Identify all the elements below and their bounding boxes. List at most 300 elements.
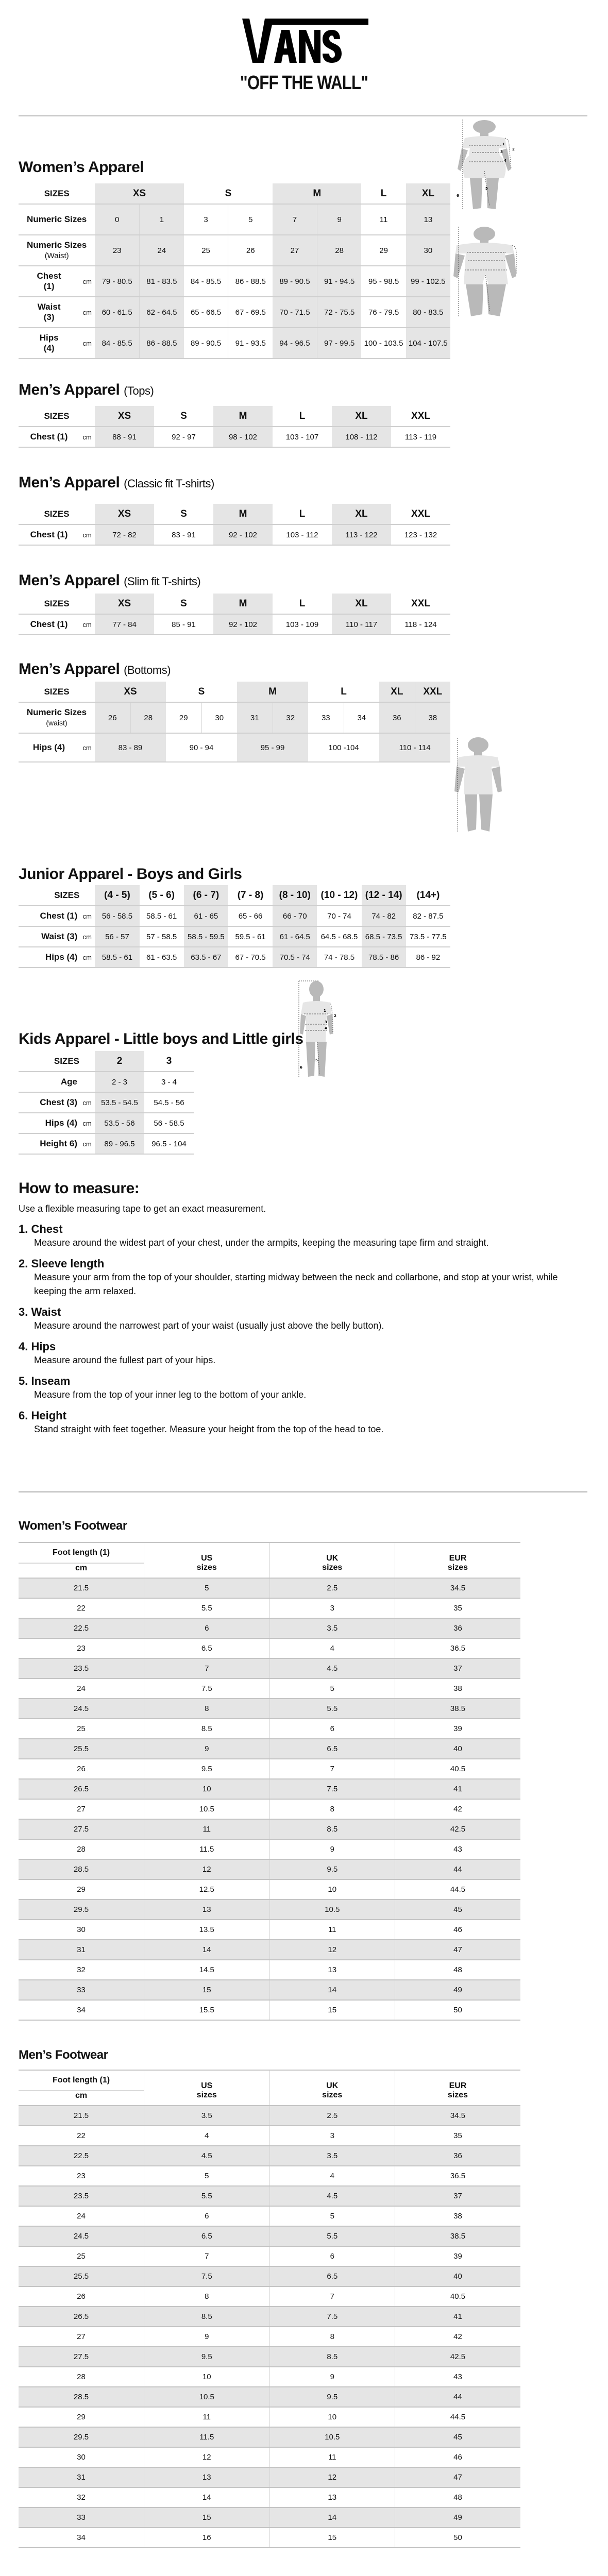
cell: 26.5: [19, 2307, 144, 2327]
size-header: XL: [332, 594, 391, 614]
cell: 61 - 65: [184, 906, 228, 926]
how-to-measure-title: How to measure:: [19, 1180, 140, 1197]
measure-item-text: Measure around the fullest part of your hips.: [34, 1355, 216, 1365]
size-header: S: [154, 504, 213, 524]
col-header-us: US: [144, 1543, 270, 1563]
cell: 13: [144, 1900, 270, 1920]
cell: 104 - 107.5: [406, 328, 450, 359]
cell: 74 - 82: [362, 906, 406, 926]
table-row: [19, 2367, 520, 2387]
row-label: Chest (1): [19, 614, 79, 635]
cell: 22: [19, 2126, 144, 2146]
size-header: (7 - 8): [228, 885, 273, 906]
cell: 70 - 71.5: [273, 297, 317, 328]
mens-slim-table: [19, 594, 450, 635]
measure-item: [19, 1306, 575, 1333]
cell: 61 - 64.5: [273, 926, 317, 947]
table-row: [19, 1900, 520, 1920]
figure-label: 4: [325, 1026, 327, 1030]
table-row: [19, 2106, 520, 2126]
cell: 40.5: [395, 2286, 521, 2307]
cell: 15: [269, 2000, 395, 2020]
mens-classic-table: [19, 504, 450, 546]
cell: 13: [269, 2487, 395, 2507]
cell: 56 - 57: [95, 926, 139, 947]
table-row: [19, 1799, 520, 1819]
table-row: [19, 2286, 520, 2307]
cell: 113 - 122: [332, 524, 391, 545]
cell: 8: [144, 2286, 270, 2307]
cell: 7: [273, 204, 317, 235]
female-body-figure: [453, 120, 541, 212]
cell: 70.5 - 74: [273, 947, 317, 968]
size-header: L: [273, 504, 332, 524]
mens-tops-table: [19, 406, 450, 448]
mens-bottoms-title: [19, 660, 171, 678]
cell: 9: [269, 2367, 395, 2387]
cell: 10.5: [269, 1900, 395, 1920]
table-row: [19, 1779, 520, 1799]
kids-body-figure: [298, 980, 370, 1079]
row-label-text: Hips: [39, 333, 59, 343]
size-header: XXL: [391, 594, 450, 614]
row-label: Hips (4): [19, 733, 79, 762]
junior-apparel-table: [19, 885, 450, 968]
cell: 36: [379, 702, 415, 733]
cell: 23.5: [19, 2186, 144, 2206]
cell: 29: [166, 702, 201, 733]
measure-item-text: Measure from the top of your inner leg to the bottom of your ankle.: [34, 1389, 307, 1400]
cell: 92 - 97: [154, 427, 213, 447]
cell: 35: [395, 2126, 521, 2146]
cell: 36: [395, 2146, 521, 2166]
cell: 7: [144, 2246, 270, 2266]
cell: 7.5: [269, 1779, 395, 1799]
cell: 54.5 - 56: [144, 1092, 194, 1113]
cell: 5.5: [269, 1699, 395, 1719]
measure-item-title: 1. Chest: [19, 1223, 63, 1235]
cell: 33: [19, 2507, 144, 2528]
how-to-measure: [19, 1180, 575, 1444]
cell: 97 - 99.5: [317, 328, 361, 359]
size-header: XS: [95, 183, 183, 204]
title-text: Men’s Apparel: [19, 381, 120, 398]
size-header: S: [184, 183, 273, 204]
col-header-eur: EUR: [395, 2070, 521, 2091]
table-row: [19, 2467, 520, 2487]
measure-item: [19, 1375, 575, 1402]
cell: 14: [144, 2487, 270, 2507]
cell: 4.5: [144, 2146, 270, 2166]
divider: [19, 1491, 587, 1493]
kids-apparel-title: Kids Apparel - Little boys and Little girls: [19, 1030, 303, 1047]
cell: 50: [395, 2528, 521, 2548]
cell: 7: [144, 1658, 270, 1679]
cell: 27: [19, 2327, 144, 2347]
cell: 3.5: [269, 1618, 395, 1638]
cell: 43: [395, 2367, 521, 2387]
table-row: [19, 1839, 520, 1859]
measure-item: [19, 1409, 575, 1436]
cell: 12: [269, 1940, 395, 1960]
table-row: [19, 1719, 520, 1739]
cell: 67 - 70.5: [228, 947, 273, 968]
cell: 98 - 102: [213, 427, 273, 447]
cell: 13: [144, 2467, 270, 2487]
cell: 16: [144, 2528, 270, 2548]
cell: 86 - 88.5: [140, 328, 184, 359]
cell: 113 - 119: [391, 427, 450, 447]
table-row: [19, 2206, 520, 2226]
cell: 22.5: [19, 1618, 144, 1638]
size-header: M: [213, 406, 273, 427]
row-label: Chest (3): [19, 1092, 79, 1113]
cell: 32: [19, 2487, 144, 2507]
cell: 5: [228, 204, 273, 235]
table-row: [19, 2487, 520, 2507]
table-row: [19, 1819, 520, 1839]
figure-label: 2: [334, 1014, 336, 1018]
cell: 30: [201, 702, 237, 733]
cell: 28.5: [19, 1859, 144, 1879]
title-sub: (Slim fit T-shirts): [124, 575, 201, 588]
cell: 23: [19, 2166, 144, 2186]
col-header-sizes: sizes: [395, 2091, 521, 2106]
size-header: XL: [406, 183, 450, 204]
unit: cm: [79, 926, 95, 947]
size-header: L: [273, 594, 332, 614]
kids-row: [19, 1133, 194, 1154]
table-row: [19, 1699, 520, 1719]
cell: 28: [317, 235, 361, 266]
cell: 38.5: [395, 1699, 521, 1719]
figure-label: 5: [485, 187, 488, 191]
unit: cm: [79, 947, 95, 968]
divider: [19, 115, 587, 116]
cell: 27: [273, 235, 317, 266]
cell: 8.5: [269, 1819, 395, 1839]
size-header: XS: [95, 594, 154, 614]
cell: 110 - 114: [379, 733, 450, 762]
cell: 26: [19, 1759, 144, 1779]
cell: 43: [395, 1839, 521, 1859]
cell: 21.5: [19, 2106, 144, 2126]
table-row: [19, 1859, 520, 1879]
cell: 9.5: [144, 1759, 270, 1779]
table-row: [19, 1618, 520, 1638]
cell: 25.5: [19, 1739, 144, 1759]
junior-apparel-title: Junior Apparel - Boys and Girls: [19, 866, 242, 883]
cell: 42: [395, 1799, 521, 1819]
cell: 25: [19, 2246, 144, 2266]
cell: 29: [361, 235, 406, 266]
col-header-eur: EUR: [395, 1543, 521, 1563]
row-label: [19, 266, 79, 297]
cell: 5: [144, 1578, 270, 1598]
figure-label: 2: [512, 147, 515, 151]
row-label: Chest (1): [19, 524, 79, 545]
cell: 96.5 - 104: [144, 1133, 194, 1154]
cell: 86 - 92: [406, 947, 450, 968]
cell: 28: [19, 2367, 144, 2387]
cell: 63.5 - 67: [184, 947, 228, 968]
unit: cm: [79, 1133, 95, 1154]
size-header: 3: [144, 1051, 194, 1072]
measure-item-title: 2. Sleeve length: [19, 1257, 105, 1270]
cell: 9: [144, 1739, 270, 1759]
cell: 6.5: [269, 1739, 395, 1759]
cell: 5: [269, 1679, 395, 1699]
cell: 6: [269, 1719, 395, 1739]
unit: cm: [79, 427, 95, 447]
size-header: L: [361, 183, 406, 204]
unit: cm: [79, 524, 95, 545]
cell: 30: [406, 235, 450, 266]
figure-label: 5: [315, 1058, 318, 1062]
size-header: (12 - 14): [362, 885, 406, 906]
cell: 38: [395, 1679, 521, 1699]
cell: 37: [395, 1658, 521, 1679]
how-to-measure-intro: Use a flexible measuring tape to get an exact measurement.: [19, 1204, 266, 1214]
unit: [79, 1072, 95, 1092]
cell: 12: [144, 2447, 270, 2467]
womens-row: [19, 328, 450, 359]
cell: 38: [415, 702, 450, 733]
cell: 9.5: [269, 2387, 395, 2407]
row-label: [19, 297, 79, 328]
measure-item: [19, 1257, 575, 1298]
cell: 123 - 132: [391, 524, 450, 545]
size-header: L: [308, 682, 379, 702]
cell: 88 - 91: [95, 427, 154, 447]
cell: 72 - 75.5: [317, 297, 361, 328]
cell: 39: [395, 2246, 521, 2266]
cell: 22.5: [19, 2146, 144, 2166]
size-header: (4 - 5): [95, 885, 139, 906]
cell: 36.5: [395, 2166, 521, 2186]
cell: 24: [19, 2206, 144, 2226]
cell: 89 - 90.5: [184, 328, 228, 359]
cell: 30: [19, 1920, 144, 1940]
table-row: [19, 2427, 520, 2447]
size-header: M: [273, 183, 361, 204]
cell: 14: [269, 2507, 395, 2528]
size-header: 2: [95, 1051, 144, 1072]
cell: 28.5: [19, 2387, 144, 2407]
cell: 13: [406, 204, 450, 235]
cell: 15: [269, 2528, 395, 2548]
col-header-us: US: [144, 2070, 270, 2091]
cell: 21.5: [19, 1578, 144, 1598]
cell: 70 - 74: [317, 906, 361, 926]
mens-classic-title: [19, 474, 214, 492]
cell: 74 - 78.5: [317, 947, 361, 968]
cell: 62 - 64.5: [140, 297, 184, 328]
table-row: [19, 1940, 520, 1960]
cell: 45: [395, 1900, 521, 1920]
figure-label: 1: [324, 1009, 326, 1013]
womens-footwear-title: Women’s Footwear: [19, 1519, 127, 1533]
cell: 48: [395, 2487, 521, 2507]
row-label: Chest (1): [19, 906, 79, 926]
cell: 10.5: [269, 2427, 395, 2447]
cell: 41: [395, 1779, 521, 1799]
cell: 36: [395, 1618, 521, 1638]
table-row: [19, 2146, 520, 2166]
cell: 53.5 - 56: [95, 1113, 144, 1133]
cell: 24.5: [19, 1699, 144, 1719]
table-row: [19, 2347, 520, 2367]
cell: 11.5: [144, 1839, 270, 1859]
table-row: [19, 1638, 520, 1658]
size-header: (8 - 10): [273, 885, 317, 906]
sizes-label: SIZES: [19, 183, 95, 204]
cell: 66 - 70: [273, 906, 317, 926]
figure-label: 1: [502, 142, 505, 146]
cell: 11: [144, 2407, 270, 2427]
cell: 110 - 117: [332, 614, 391, 635]
cell: 56 - 58.5: [144, 1113, 194, 1133]
cell: 45: [395, 2427, 521, 2447]
row-label: [19, 235, 95, 266]
cell: 15: [144, 2507, 270, 2528]
sizes-label: SIZES: [19, 594, 95, 614]
cell: 26: [95, 702, 130, 733]
cell: 38: [395, 2206, 521, 2226]
cell: 44: [395, 2387, 521, 2407]
figure-label: 4: [504, 159, 506, 163]
cell: 95 - 98.5: [361, 266, 406, 297]
row-label-num: (3): [43, 312, 55, 322]
size-header: M: [213, 504, 273, 524]
sizes-label: SIZES: [19, 1051, 95, 1072]
cell: 10: [144, 1779, 270, 1799]
womens-footwear-table: [19, 1542, 520, 2021]
cell: 82 - 87.5: [406, 906, 450, 926]
size-header: XL: [379, 682, 415, 702]
cell: 6.5: [144, 1638, 270, 1658]
cell: 92 - 102: [213, 524, 273, 545]
cell: 5.5: [144, 1598, 270, 1618]
cell: 29: [19, 2407, 144, 2427]
cell: 7.5: [144, 1679, 270, 1699]
cell: 14: [144, 1940, 270, 1960]
table-row: [19, 2528, 520, 2548]
title-text: Men’s Apparel: [19, 474, 120, 491]
cell: 11: [269, 2447, 395, 2467]
title-text: Men’s Apparel: [19, 660, 120, 677]
cell: 53.5 - 54.5: [95, 1092, 144, 1113]
sizes-label: SIZES: [19, 682, 95, 702]
measure-item: [19, 1223, 575, 1250]
cell: 8: [269, 1799, 395, 1819]
cell: 83 - 89: [95, 733, 166, 762]
cell: 81 - 83.5: [140, 266, 184, 297]
size-header: (5 - 6): [140, 885, 184, 906]
unit: cm: [79, 906, 95, 926]
cell: 10: [144, 2367, 270, 2387]
cell: 1: [140, 204, 184, 235]
womens-apparel-table: [19, 183, 450, 359]
cell: 8.5: [144, 2307, 270, 2327]
table-row: [19, 2307, 520, 2327]
cell: 118 - 124: [391, 614, 450, 635]
cell: 46: [395, 1920, 521, 1940]
cell: 44: [395, 1859, 521, 1879]
cell: 50: [395, 2000, 521, 2020]
mens-tops-title: [19, 381, 154, 399]
cell: 44.5: [395, 2407, 521, 2427]
row-label-text: Numeric Sizes: [27, 240, 87, 250]
size-header: (6 - 7): [184, 885, 228, 906]
row-label-text: Numeric Sizes: [26, 707, 87, 717]
col-header-uk: UK: [269, 1543, 395, 1563]
cell: 73.5 - 77.5: [406, 926, 450, 947]
cell: 7: [269, 1759, 395, 1779]
cell: 83 - 91: [154, 524, 213, 545]
cell: 58.5 - 61: [140, 906, 184, 926]
size-header: M: [213, 594, 273, 614]
cell: 13: [269, 1960, 395, 1980]
cell: 6.5: [269, 2266, 395, 2286]
cell: 64.5 - 68.5: [317, 926, 361, 947]
cell: 91 - 94.5: [317, 266, 361, 297]
cell: 4: [269, 2166, 395, 2186]
cell: 6: [144, 1618, 270, 1638]
cell: 57 - 58.5: [140, 926, 184, 947]
row-label-num: (4): [43, 343, 55, 353]
measure-item-text: Measure your arm from the top of your shoulder, starting midway between the neck and collarbone, and stop at your wrist, while keeping the arm relaxed.: [34, 1272, 558, 1296]
cell: 8.5: [269, 2347, 395, 2367]
title-sub: (Tops): [124, 384, 154, 397]
cell: 2.5: [269, 1578, 395, 1598]
cell: 3.5: [269, 2146, 395, 2166]
table-row: [19, 2387, 520, 2407]
cell: 4.5: [269, 2186, 395, 2206]
cell: 95 - 99: [237, 733, 308, 762]
cell: 27.5: [19, 2347, 144, 2367]
figure-label: 6: [457, 194, 459, 198]
cell: 90 - 94: [166, 733, 237, 762]
col-header-sizes: sizes: [144, 1563, 270, 1578]
vans-logo: [242, 19, 368, 63]
cell: 25: [184, 235, 228, 266]
cell: 103 - 109: [273, 614, 332, 635]
cell: 3: [269, 1598, 395, 1618]
cell: 40.5: [395, 1759, 521, 1779]
cell: 34: [344, 702, 379, 733]
cell: 7.5: [269, 2307, 395, 2327]
cell: 23.5: [19, 1658, 144, 1679]
male-body-figure: [452, 227, 540, 319]
cell: 8: [269, 2327, 395, 2347]
cell: 27: [19, 1799, 144, 1819]
cell: 40: [395, 1739, 521, 1759]
measure-item-text: Measure around the narrowest part of your waist (usually just above the belly button).: [34, 1320, 384, 1331]
cell: 49: [395, 1980, 521, 2000]
cell: 89 - 96.5: [95, 1133, 144, 1154]
cell: 77 - 84: [95, 614, 154, 635]
cell: 89 - 90.5: [273, 266, 317, 297]
cell: 49: [395, 2507, 521, 2528]
cell: 67 - 69.5: [228, 297, 273, 328]
cell: 24: [19, 1679, 144, 1699]
cell: 46: [395, 2447, 521, 2467]
cell: 9: [269, 1839, 395, 1859]
junior-body-figure: [453, 737, 536, 835]
cell: 8.5: [144, 1719, 270, 1739]
cell: 26.5: [19, 1779, 144, 1799]
